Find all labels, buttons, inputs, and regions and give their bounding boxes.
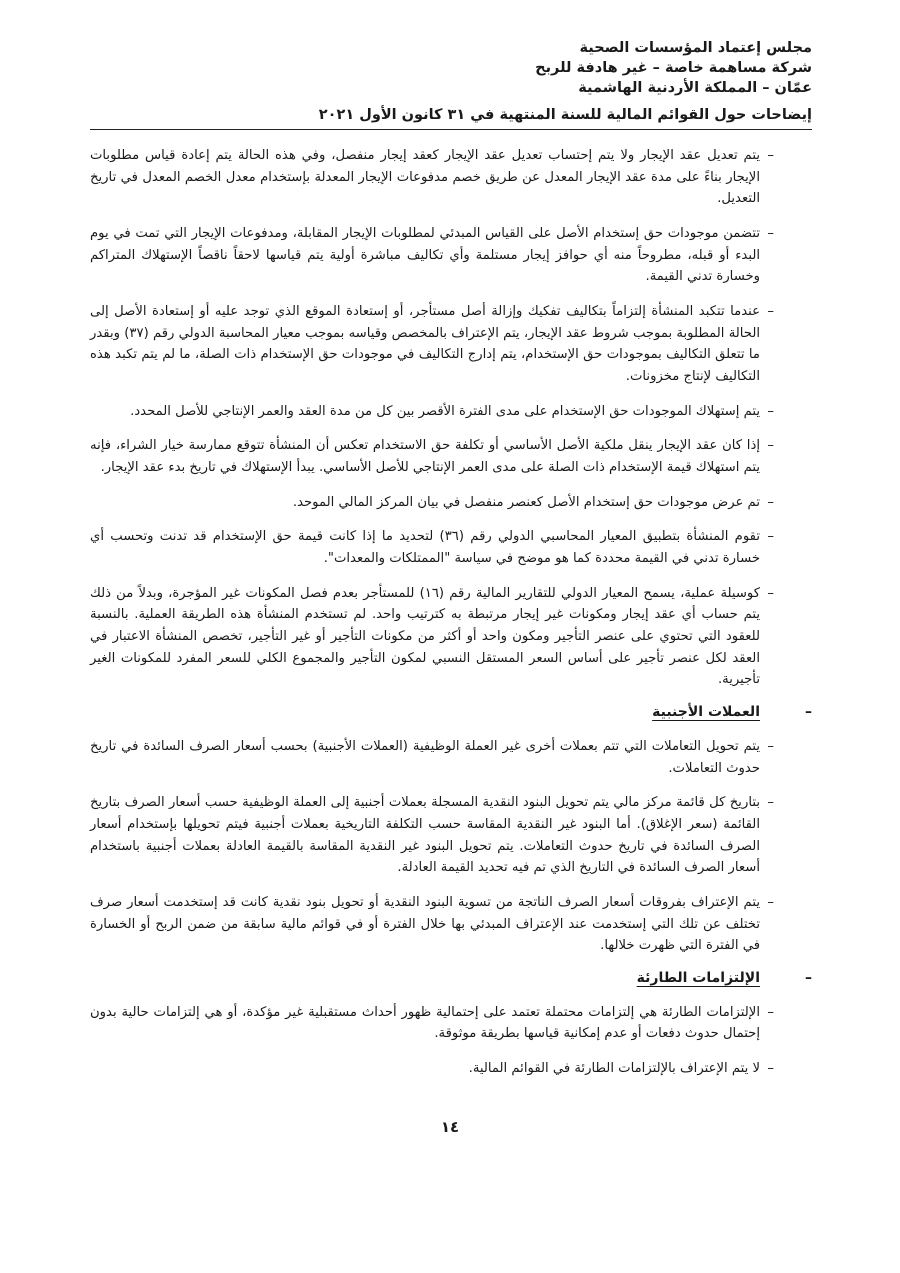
title-divider [90, 129, 812, 130]
list-item: – كوسيلة عملية، يسمح المعيار الدولي للتقارير المالية رقم (١٦) للمستأجر بعدم فصل المكونات غير المؤجرة، وبدلاً من ذلك يتم حساب أي عقد إيجار ومكونات غير إيجار مرتبطة به كترتيب واحد. لم تستخدم المنشأة هذه الطريقة العملية. بالنسبة للعقود التي تحتوي على عنصر التأجير ومكون واحد أو أكثر من مكونات التأجير أو غير التأجير، تخصص المنشأة الاعتبار في العقد لكل عنصر تأجير على أساس السعر المستقل النسبي لمكون التأجير والمجموع الكلي للسعر المفرد للمكونات الغير تأجيرية. [90, 585, 774, 688]
company-type: شركة مساهمة خاصة – غير هادفة للربح [535, 60, 812, 76]
organization-header [112, 38, 812, 98]
list-item: – تقوم المنشأة بتطبيق المعيار المحاسبي الدولي رقم (٣٦) لتحديد ما إذا كانت قيمة حق الإستخدام قد تدنت وتحسب أي خسارة تدني في القيمة محددة كما هو موضح في سياسة "الممتلكات والمعدات". [90, 529, 774, 567]
list-item: – عندما تتكبد المنشأة إلتزاماً بتكاليف تفكيك وإزالة أصل مستأجر، أو إستعادة الموقع الذي توجد عليه أو إستعادة الأصل إلى الحالة المطلوبة بموجب شروط عقد الإيجار، يتم الإعتراف بالمخصص وقياسه بموجب معيار المحاسبة الدولي رقم (٣٧) وبقدر ما تتعلق التكاليف بموجودات حق الإستخدام، يتم إدارج التكاليف في موجودات حق الإستخدام ذات الصلة، ما لم يتم تكبد هذه التكاليف لإنتاج مخزونات. [90, 303, 774, 384]
list-item: – يتم تعديل عقد الإيجار ولا يتم إحتساب تعديل عقد الإيجار كعقد إيجار منفصل، وفي هذه الحالة يتم إعادة قياس مطلوبات الإيجار بناءً على مدة عقد الإيجار المعدل عن طريق خصم مدفوعات الإيجار المعدلة بإستخدام معدل الخصم المعدل في تاريخ التعديل. [90, 148, 774, 207]
page-number: ١٤ [440, 1118, 460, 1136]
list-item: – يتم الإعتراف بفروقات أسعار الصرف الناتجة من تسوية البنود النقدية أو تحويل بنود نقدية كانت قد إستخدمت أسعار صرف تختلف عن تلك التي إستخدمت عند الإعتراف المبدئي بها خلال الفترة أو في قوائم مالية سابقة من ضمن الربح أو الخسارة في الفترة التي ظهرت خلالها. [90, 894, 774, 954]
foreign-currencies-list [90, 736, 774, 957]
organization-name: مجلس إعتماد المؤسسات الصحية [579, 40, 812, 56]
list-item: – يتم إستهلاك الموجودات حق الإستخدام على مدى الفترة الأقصر بين كل من مدة العقد والعمر الإنتاجي للأصل المحدد. [130, 403, 774, 419]
list-item: – إذا كان عقد الإيجار ينقل ملكية الأصل الأساسي أو تكلفة حق الاستخدام تعكس أن المنشأة تتوقع ممارسة خيار الشراء، فإنه يتم استهلاك قيمة الإستخدام ذات الصلة على مدى العمر الإنتاجي للأصل الأساسي. يبدأ الإستهلاك في تاريخ بدء عقد الإيجار. [90, 438, 774, 475]
list-item: – بتاريخ كل قائمة مركز مالي يتم تحويل البنود النقدية المسجلة بعملات أجنبية إلى العملة الوظيفية حسب أسعار الصرف بتاريخ القائمة (سعر الإغلاق). أما البنود غير النقدية المقاسة حسب التكلفة التاريخية بعملات أجنبية فيتم تحويلها بإستخدام أسعار الصرف السائدة في تاريخ حدوث التعاملات. يتم تحويل البنود غير النقدية المقاسة بالقيمة العادلة بعملات أجنبية باستخدام أسعار الصرف السائدة في التاريخ الذي تم فيه تحديد القيمة العادلة. [90, 795, 774, 876]
list-item: – تم عرض موجودات حق إستخدام الأصل كعنصر منفصل في بيان المركز المالي الموحد. [292, 494, 774, 510]
section-title: العملات الأجنبية [652, 703, 760, 720]
list-item: – تتضمن موجودات حق إستخدام الأصل على القياس المبدئي لمطلوبات الإيجار المقابلة، ومدفوعات الإيجار التي تمت في يوم البدء أو قبله، مطروحاً منه أي حوافز إيجار مستلمة وأي تكاليف مباشرة أولية يتم قياسها لاحقاً ناقصاً الإستهلاك المتراكم وخسارة تدني القيمة. [90, 225, 774, 285]
list-item: – يتم تحويل التعاملات التي تتم بعملات أخرى غير العملة الوظيفية (العملات الأجنبية) بحسب أسعار الصرف السائدة في تاريخ حدوث التعاملات. [90, 738, 774, 776]
section-heading-contingent-liabilities: – الإلتزامات الطارئة [636, 969, 812, 986]
contingent-liabilities-list [90, 1002, 774, 1080]
report-title: إيضاحات حول القوائم المالية للسنة المنتهية في ٣١ كانون الأول ٢٠٢١ [318, 107, 812, 123]
leases-list [90, 145, 774, 691]
section-heading-foreign-currencies: – العملات الأجنبية [652, 703, 812, 720]
list-item: – الإلتزامات الطارئة هي إلتزامات محتملة تعتمد على إحتمالية ظهور أحداث مستقبلية غير مؤكدة، أو هي إلتزامات حالية بدون إحتمال حدوث دفعات أو عدم إمكانية قياسها بطريقة موثوقة. [90, 1004, 774, 1042]
company-location: عمّان – المملكة الأردنية الهاشمية [578, 80, 812, 96]
list-item: – لا يتم الإعتراف بالإلتزامات الطارئة في القوائم المالية. [468, 1061, 774, 1077]
section-title: الإلتزامات الطارئة [636, 969, 760, 986]
notes-body [90, 145, 812, 1086]
